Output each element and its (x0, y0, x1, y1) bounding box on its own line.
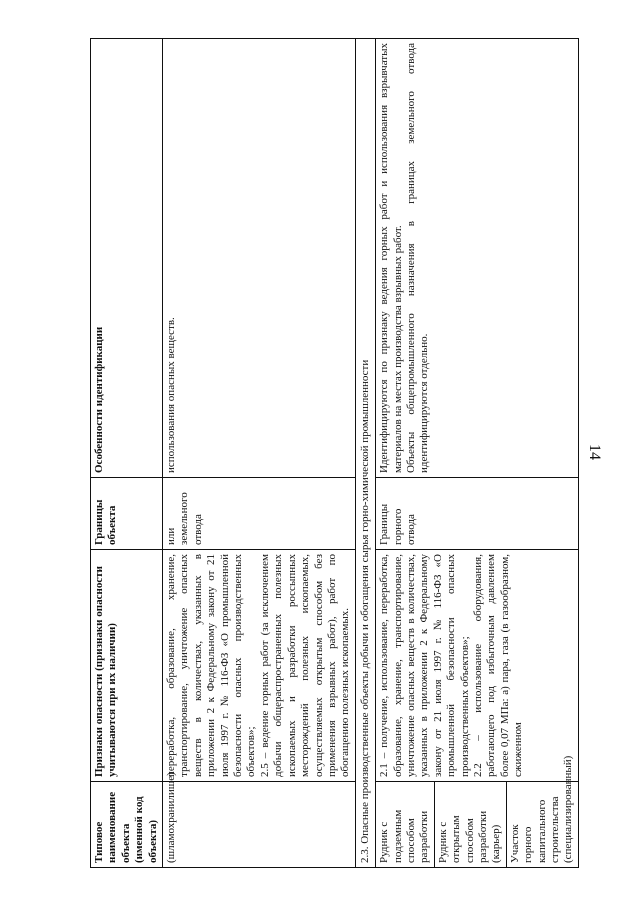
cell-danger-signs (376, 549, 579, 781)
identification-table (90, 38, 579, 868)
rotated-page-content (90, 38, 575, 868)
header-identification-features: Особенности идентификации (91, 38, 163, 477)
section-title: 2.3. Опасные производственные объекты добычи и обогащения сырья горно-химической промышленности (355, 38, 375, 867)
cell-danger-signs (163, 549, 356, 781)
header-danger-signs: Признаки опасности (признаки опасности учитываются при их наличии) (91, 549, 163, 781)
object-name-item: Участок горного капитального строительства (специализированный) (508, 755, 575, 863)
feature-text: Идентифицируются по признаку ведения горных работ и использования взрывчатых материалов на местах производства взрывных работ. (378, 42, 404, 473)
cell-object-names (376, 755, 579, 867)
table-row (163, 38, 356, 867)
table-header-row (91, 38, 163, 867)
section-row (355, 38, 375, 867)
sign-text: переработка, образование, хранение, транспортирование, уничтожение опасных веществ в количествах, указанных в приложении 2 к Федеральному закону от 21 июля 1997 г. № 116-ФЗ «О промышленной безопасности опасных производственных объектов»; (165, 553, 258, 777)
cell-object-bounds: Границы горного отвода (376, 477, 579, 549)
cell-identification-features (376, 38, 579, 477)
sign-text: 2.1 – получение, использование, переработка, образование, хранение, транспортирование, уничтожение опасных веществ в количествах, указанных в приложении 2 к Федеральному закону от 21 июля 1997 г. № 116-ФЗ «О промышленной безопасности опасных производственных объектов»; (378, 553, 471, 777)
cell-object-name: (шламохранилище) (163, 781, 356, 867)
header-object-name: Типовое наименование объекта (именной код объекта) (91, 781, 163, 867)
table-row (376, 38, 579, 867)
object-name-item: Рудник с подземным способом разработки (376, 782, 435, 867)
object-name-item: Рудник с открытым способом разработки (карьер) (435, 782, 507, 867)
sign-text: 2.5 – ведение горных работ (за исключением добычи общераспространенных полезных ископаемых и разработки россыпных месторождений полезных ископаемых, осуществляемых открытым способом без применения взрывных работ), работ по обогащению полезных ископаемых. (258, 553, 352, 777)
page-number: 14 (586, 444, 603, 460)
cell-identification-features: использования опасных веществ. (163, 38, 356, 477)
header-object-bounds: Границы объекта (91, 477, 163, 549)
sign-text: 2.2 – использование оборудования, работающего под избыточным давлением более 0,07 МПа: а) пара, газа (в газообразном, сжиженном (471, 553, 525, 777)
feature-text: Объекты общепромышленного назначения в границах земельного отвода идентифицируются отдельно. (404, 42, 431, 473)
cell-object-bounds: или земельного отвода (163, 477, 356, 549)
